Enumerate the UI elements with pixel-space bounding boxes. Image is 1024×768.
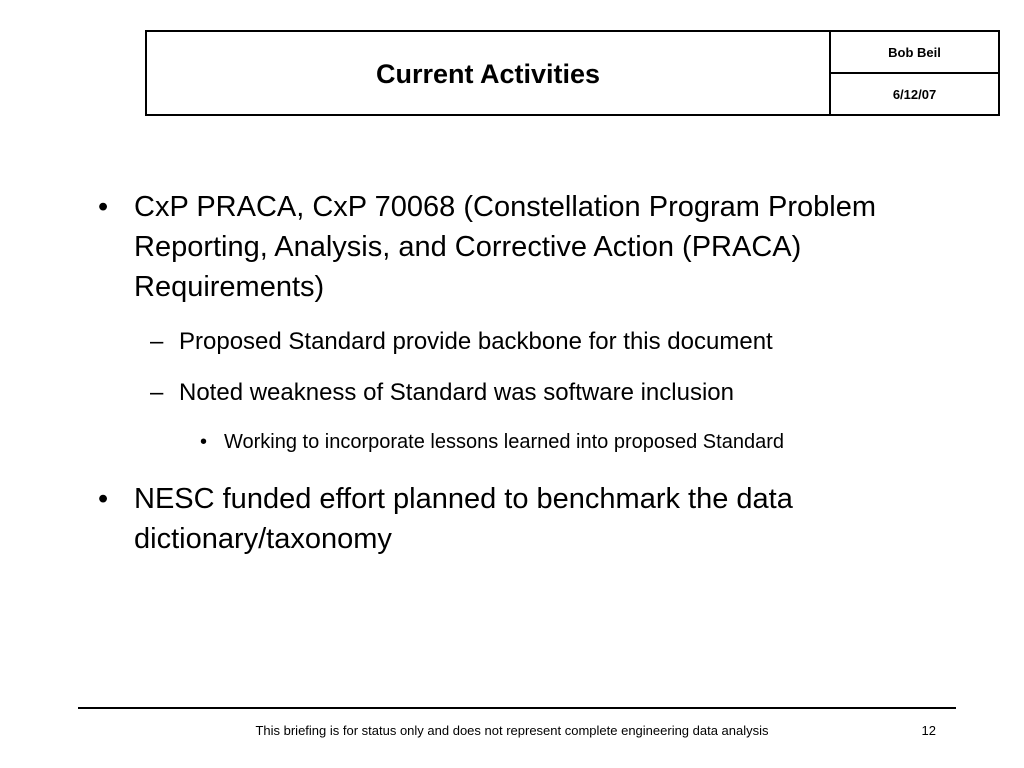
sub-bullet-weakness bbox=[150, 377, 979, 409]
sub-bullet-text: Proposed Standard provide backbone for this document bbox=[179, 328, 773, 355]
sub-bullet-text: Noted weakness of Standard was software inclusion bbox=[179, 379, 734, 406]
page-number: 12 bbox=[921, 723, 936, 738]
dash-marker: – bbox=[150, 328, 164, 355]
sub-bullet-backbone bbox=[150, 326, 979, 358]
footer-divider bbox=[78, 707, 956, 709]
sub-sub-bullet-text: Working to incorporate lessons learned into proposed Standard bbox=[224, 431, 784, 453]
bullet-marker: • bbox=[98, 483, 109, 515]
bullet-marker: • bbox=[98, 191, 109, 223]
slide-date: 6/12/07 bbox=[892, 86, 937, 102]
slide-header bbox=[145, 30, 1000, 116]
sub-sub-bullet-lessons bbox=[200, 428, 984, 456]
bullet-text: CxP PRACA, CxP 70068 (Constellation Program Problem Reporting, Analysis, and Corrective Action (PRACA) Requirements) bbox=[134, 191, 876, 303]
author-cell bbox=[831, 32, 998, 74]
header-meta bbox=[831, 32, 998, 114]
footer-disclaimer: This briefing is for status only and does not represent complete engineering data analysis bbox=[255, 723, 769, 738]
date-cell bbox=[831, 74, 998, 114]
bullet-praca bbox=[98, 187, 924, 307]
bullet-marker: • bbox=[200, 431, 208, 453]
author-name: Bob Beil bbox=[888, 44, 941, 60]
dash-marker: – bbox=[150, 379, 164, 406]
bullet-nesc bbox=[98, 479, 924, 559]
slide-title: Current Activities bbox=[375, 58, 601, 89]
header-title-cell bbox=[147, 32, 831, 114]
bullet-text: NESC funded effort planned to benchmark the data dictionary/taxonomy bbox=[134, 483, 793, 555]
